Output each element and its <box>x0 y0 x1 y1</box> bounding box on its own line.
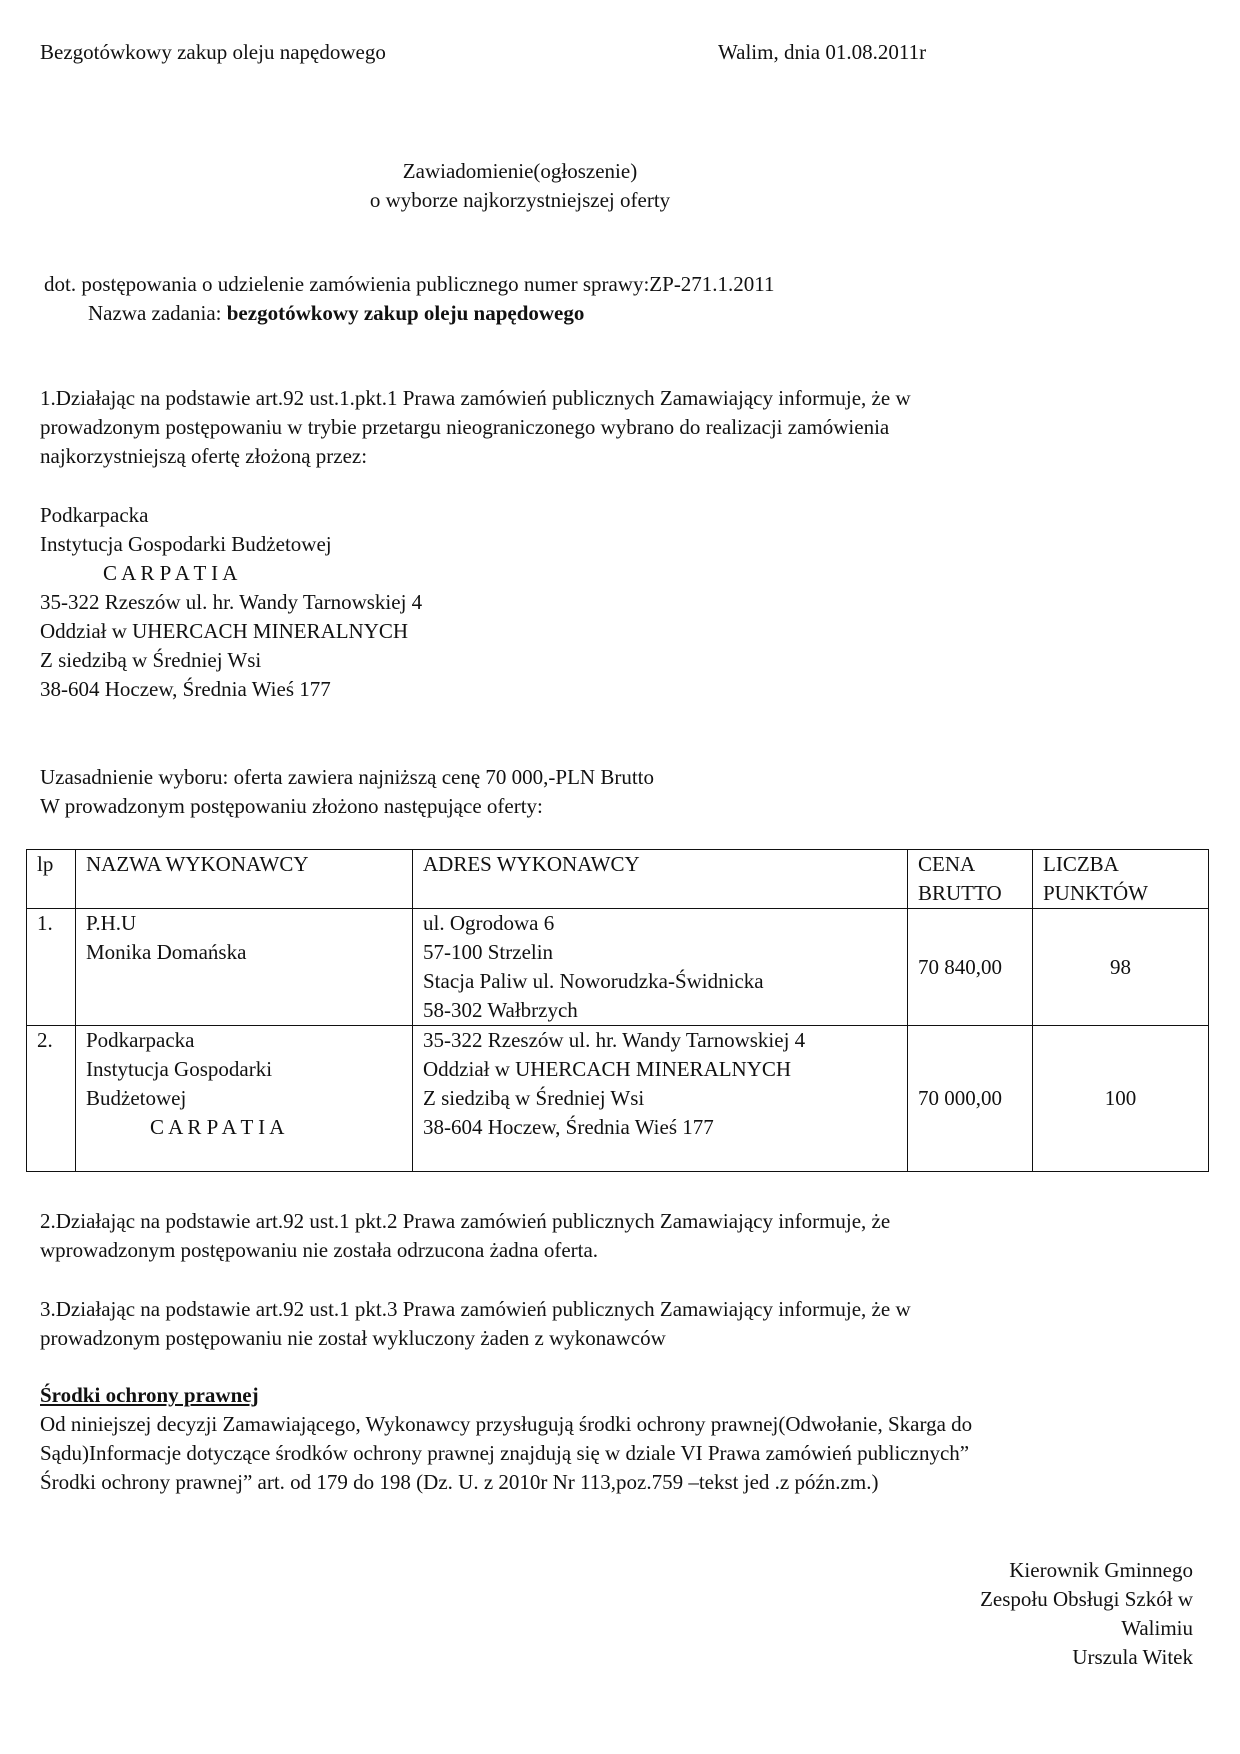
cell-points: 98 <box>1033 909 1209 1026</box>
cell-name-line: Podkarpacka <box>86 1028 195 1052</box>
header-price-line: BRUTTO <box>918 881 1002 905</box>
cell-name <box>76 909 413 1026</box>
legal-line: Sądu)Informacje dotyczące środków ochrony prawnej znajdują się w dziale VI Prawa zamówień publicznych” <box>40 1441 970 1465</box>
cell-address-line: 58-302 Wałbrzych <box>423 998 578 1022</box>
point-2-line: wprowadzonym postępowaniu nie została odrzucona żadna oferta. <box>40 1238 599 1262</box>
table-header-row <box>27 850 1209 909</box>
signature-line: Zespołu Obsługi Szkół w <box>980 1587 1193 1611</box>
point-1-paragraph <box>40 384 1210 471</box>
point-3-line: 3.Działając na podstawie art.92 ust.1 pkt.3 Prawa zamówień publicznych Zamawiający informuje, że w <box>40 1297 911 1321</box>
cell-price: 70 840,00 <box>908 909 1033 1026</box>
header-points-line: LICZBA <box>1043 852 1119 876</box>
signature-line: Kierownik Gminnego <box>1009 1558 1193 1582</box>
cell-name-line: Budżetowej <box>86 1086 187 1110</box>
point-3-paragraph <box>40 1295 1210 1353</box>
table-row <box>27 909 1209 1026</box>
winning-bidder <box>40 501 422 704</box>
cell-address-line: Oddział w UHERCACH MINERALNYCH <box>423 1057 792 1081</box>
legal-remedies <box>40 1381 1220 1497</box>
signature-line: Walimiu <box>1121 1616 1193 1640</box>
winner-line: C A R P A T I A <box>103 561 238 585</box>
signature-block <box>980 1556 1193 1672</box>
offers-table <box>26 849 1209 1172</box>
cell-address <box>413 909 908 1026</box>
case-line: dot. postępowania o udzielenie zamówienia publicznego numer sprawy:ZP-271.1.2011 <box>44 272 775 296</box>
legal-line: Środki ochrony prawnej” art. od 179 do 198 (Dz. U. z 2010r Nr 113,poz.759 –tekst jed .z późn.zm.) <box>40 1470 879 1494</box>
header-points-line: PUNKTÓW <box>1043 881 1148 905</box>
task-label: Nazwa zadania: <box>88 301 227 325</box>
document-title <box>0 157 1040 215</box>
point-1-line: prowadzonym postępowaniu w trybie przetargu nieograniczonego wybrano do realizacji zamówienia <box>40 415 890 439</box>
cell-name-line: P.H.U <box>86 911 137 935</box>
justification-line: Uzasadnienie wyboru: oferta zawiera najniższą cenę 70 000,-PLN Brutto <box>40 765 655 789</box>
winner-line: 35-322 Rzeszów ul. hr. Wandy Tarnowskiej 4 <box>40 590 423 614</box>
case-reference <box>44 270 775 328</box>
task-name: bezgotówkowy zakup oleju napędowego <box>226 301 585 325</box>
header-name: NAZWA WYKONAWCY <box>76 850 413 909</box>
cell-lp: 1. <box>27 909 76 1026</box>
winner-line: Oddział w UHERCACH MINERALNYCH <box>40 619 409 643</box>
point-2-paragraph <box>40 1207 1210 1265</box>
justification-line: W prowadzonym postępowaniu złożono następujące oferty: <box>40 794 543 818</box>
cell-name-line: C A R P A T I A <box>150 1115 285 1139</box>
header-points <box>1033 850 1209 909</box>
signature-line: Urszula Witek <box>1072 1645 1193 1669</box>
cell-address-line: 35-322 Rzeszów ul. hr. Wandy Tarnowskiej 4 <box>423 1028 806 1052</box>
legal-line: Od niniejszej decyzji Zamawiającego, Wykonawcy przysługują środki ochrony prawnej(Odwołanie, Skarga do <box>40 1412 973 1436</box>
point-1-line: najkorzystniejszą ofertę złożoną przez: <box>40 444 368 468</box>
title-line-1: Zawiadomienie(ogłoszenie) <box>402 159 638 183</box>
header-lp: lp <box>27 850 76 909</box>
cell-name-line: Instytucja Gospodarki <box>86 1057 273 1081</box>
cell-address-line: 57-100 Strzelin <box>423 940 554 964</box>
cell-address <box>413 1026 908 1172</box>
justification <box>40 763 654 821</box>
document-subject: Bezgotówkowy zakup oleju napędowego <box>40 40 386 64</box>
table-row <box>27 1026 1209 1172</box>
cell-name <box>76 1026 413 1172</box>
point-1-line: 1.Działając na podstawie art.92 ust.1.pkt.1 Prawa zamówień publicznych Zamawiający informuje, że w <box>40 386 911 410</box>
cell-points: 100 <box>1033 1026 1209 1172</box>
cell-address-line: 38-604 Hoczew, Średnia Wieś 177 <box>423 1115 714 1139</box>
place-and-date: Walim, dnia 01.08.2011r <box>718 40 927 64</box>
winner-line: Z siedzibą w Średniej Wsi <box>40 648 262 672</box>
legal-heading: Środki ochrony prawnej <box>40 1383 259 1407</box>
winner-line: Instytucja Gospodarki Budżetowej <box>40 532 332 556</box>
cell-address-line: Z siedzibą w Średniej Wsi <box>423 1086 645 1110</box>
cell-address-line: Stacja Paliw ul. Noworudzka-Świdnicka <box>423 969 764 993</box>
cell-name-line: Monika Domańska <box>86 940 247 964</box>
winner-line: 38-604 Hoczew, Średnia Wieś 177 <box>40 677 331 701</box>
title-line-2: o wyborze najkorzystniejszej oferty <box>369 188 671 212</box>
cell-address-line: ul. Ogrodowa 6 <box>423 911 555 935</box>
point-3-line: prowadzonym postępowaniu nie został wykluczony żaden z wykonawców <box>40 1326 666 1350</box>
task-line <box>44 299 775 328</box>
winner-line: Podkarpacka <box>40 503 149 527</box>
header-address: ADRES WYKONAWCY <box>413 850 908 909</box>
cell-price: 70 000,00 <box>908 1026 1033 1172</box>
cell-lp: 2. <box>27 1026 76 1172</box>
point-2-line: 2.Działając na podstawie art.92 ust.1 pkt.2 Prawa zamówień publicznych Zamawiający informuje, że <box>40 1209 891 1233</box>
header-price-line: CENA <box>918 852 976 876</box>
header-price <box>908 850 1033 909</box>
